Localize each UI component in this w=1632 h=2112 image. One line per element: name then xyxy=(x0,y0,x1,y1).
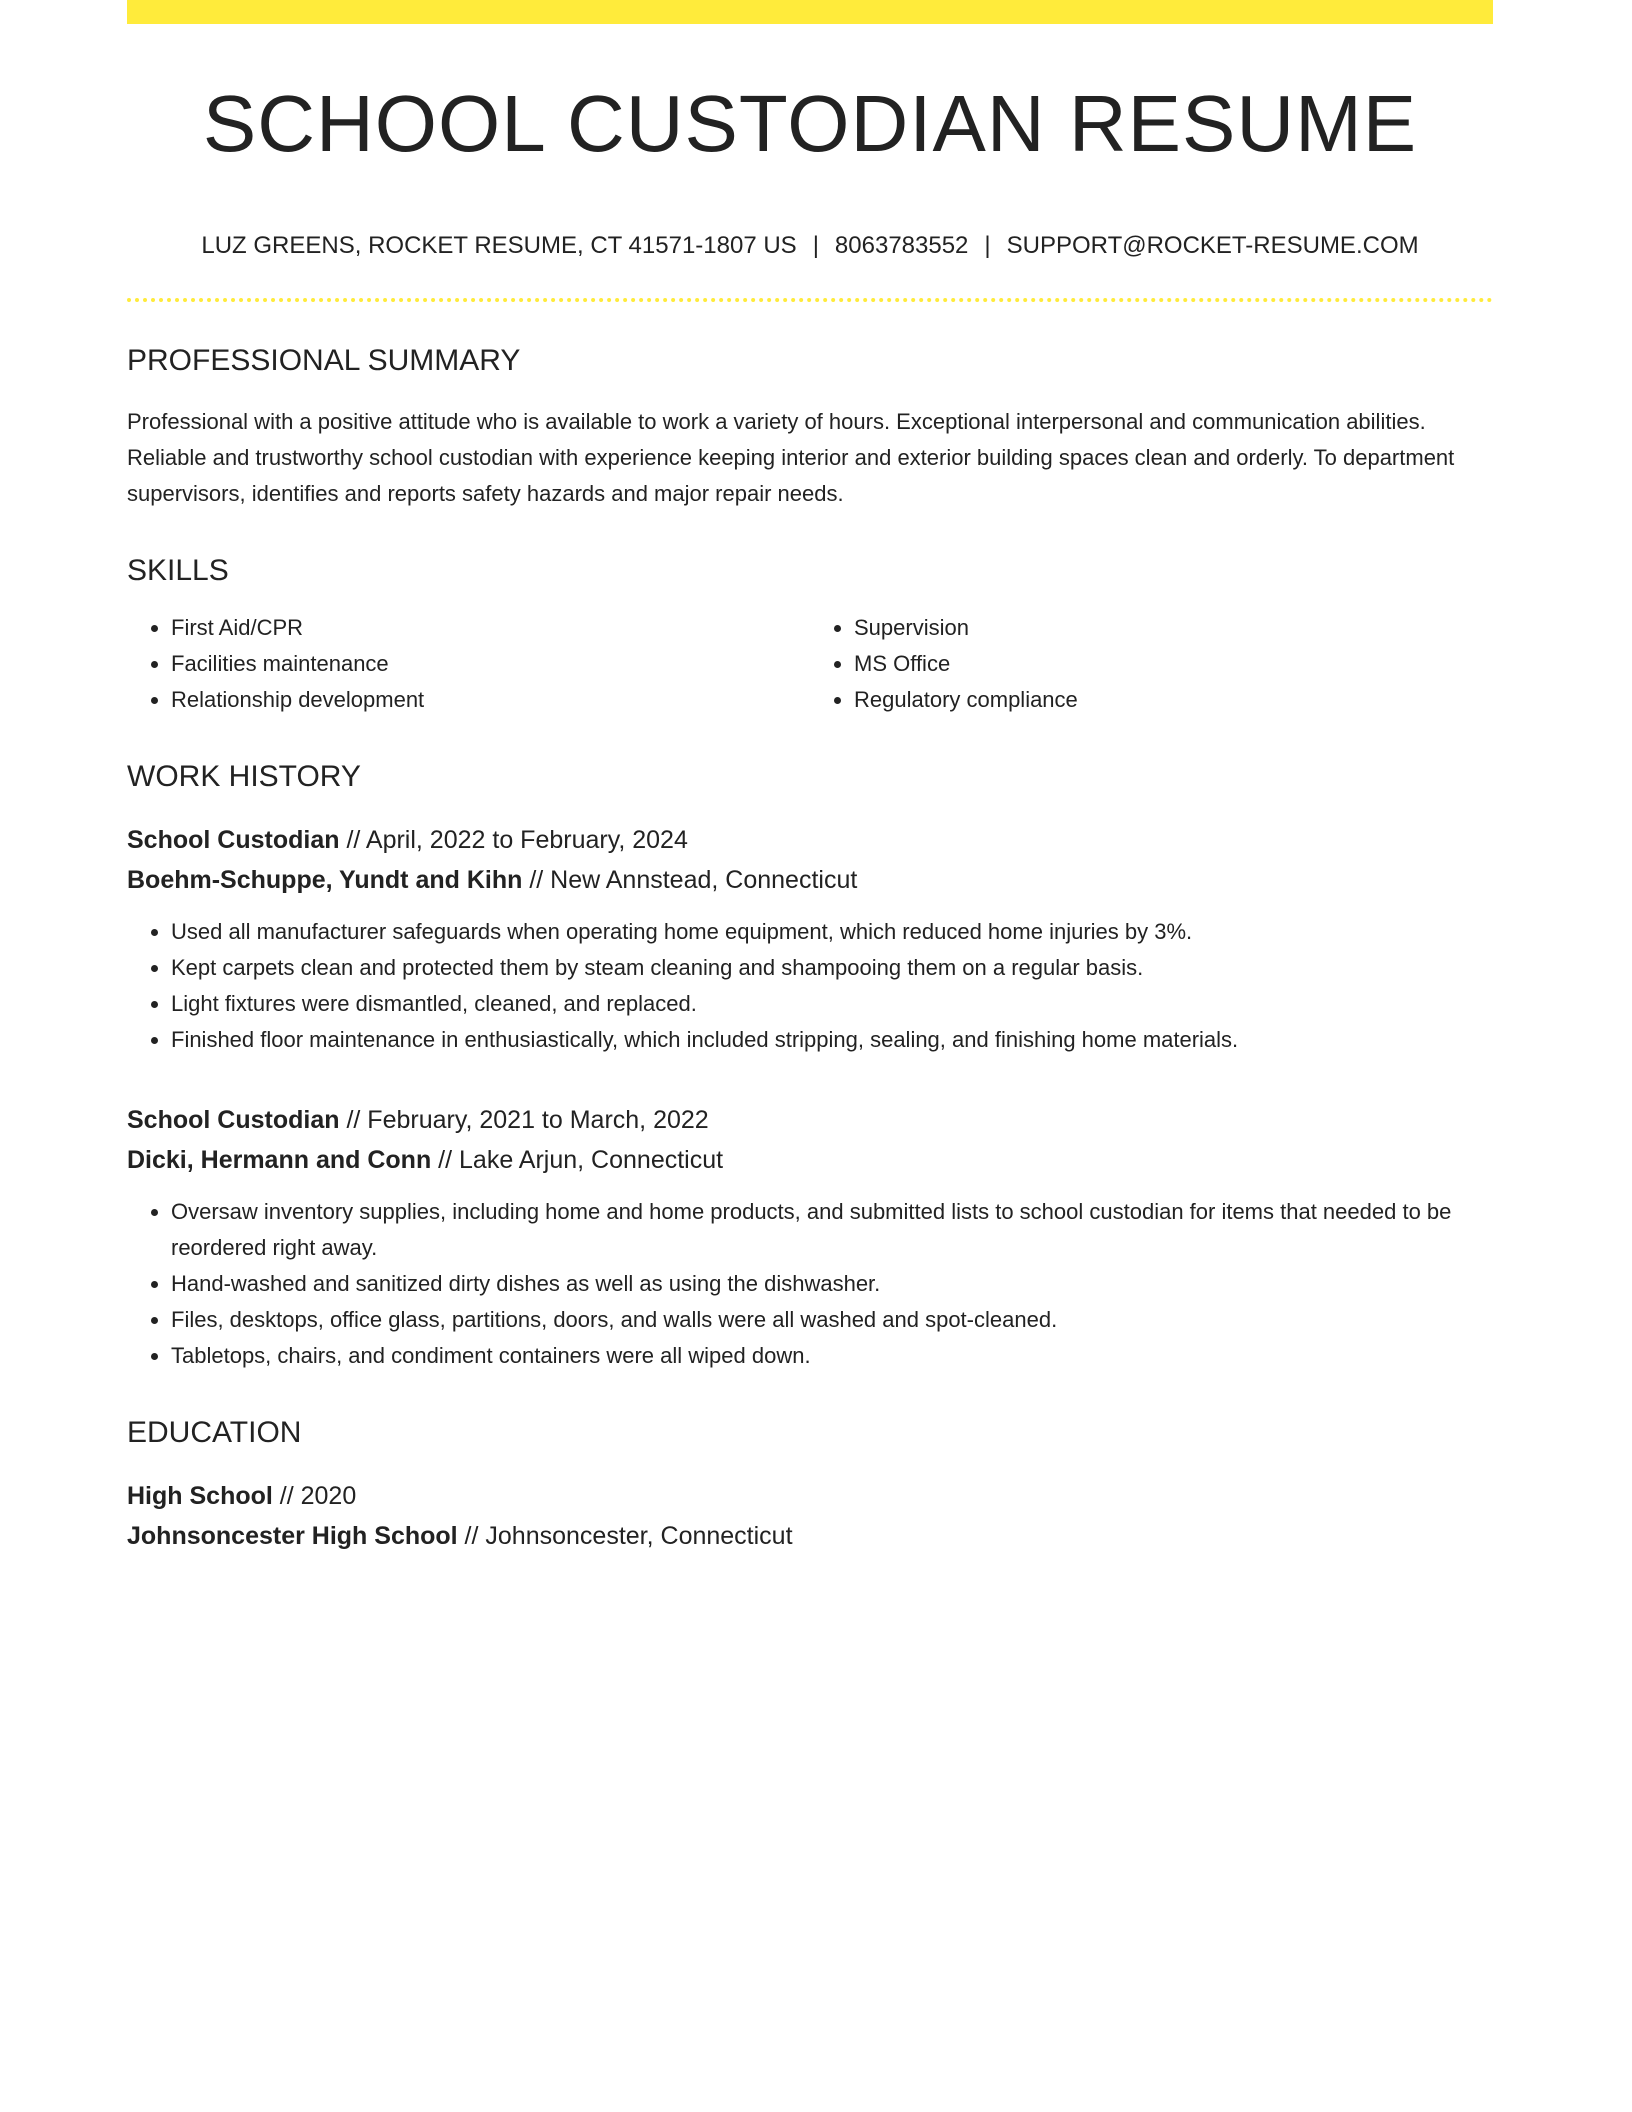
job-bullet: • Hand-washed and sanitized dirty dishes as well as using the dishwasher. xyxy=(171,1266,1493,1302)
job-location: Lake Arjun, Connecticut xyxy=(459,1146,724,1174)
field-separator: // xyxy=(431,1146,460,1174)
education-entry xyxy=(127,1476,1493,1556)
resume-title: SCHOOL CUSTODIAN RESUME xyxy=(202,79,1418,168)
job-location: New Annstead, Connecticut xyxy=(550,866,858,894)
job-title: School Custodian xyxy=(127,1106,340,1134)
job-bullet: • Files, desktops, office glass, partitions, doors, and walls were all washed and spot-cleaned. xyxy=(171,1302,1493,1338)
contact-email: SUPPORT@ROCKET-RESUME.COM xyxy=(1006,232,1419,259)
field-separator: // xyxy=(272,1482,301,1510)
field-separator: // xyxy=(457,1522,486,1550)
job-title-line xyxy=(127,1100,1493,1140)
education-school-line xyxy=(127,1516,1493,1556)
contact-separator: | xyxy=(812,232,819,259)
resume-page xyxy=(127,0,1493,1556)
job-title: School Custodian xyxy=(127,826,340,854)
job-company-line xyxy=(127,860,1493,900)
skill-item: • MS Office xyxy=(854,646,1493,682)
contact-phone: 8063783552 xyxy=(834,232,969,259)
skills-column-left xyxy=(127,610,810,718)
skill-item: • Relationship development xyxy=(171,682,810,718)
skill-item: • Regulatory compliance xyxy=(854,682,1493,718)
job-bullets xyxy=(127,1194,1493,1374)
skills-heading: SKILLS xyxy=(127,554,229,587)
job-title-line xyxy=(127,820,1493,860)
summary-text: Professional with a positive attitude who is available to work a variety of hours. Exceptional interpersonal and communication abilities. Reliable and trustworthy school custodian with experience keeping interior and exterior building spaces clean and orderly. To department supervisors, identifies and reports safety hazards and major repair needs. xyxy=(127,409,1455,506)
education-heading: EDUCATION xyxy=(127,1416,302,1449)
job-bullet: • Light fixtures were dismantled, cleaned, and replaced. xyxy=(171,986,1493,1022)
skill-item: • First Aid/CPR xyxy=(171,610,810,646)
job-bullet: • Kept carpets clean and protected them by steam cleaning and shampooing them on a regular basis. xyxy=(171,950,1493,986)
skill-item: • Supervision xyxy=(854,610,1493,646)
education-location: Johnsoncester, Connecticut xyxy=(485,1522,793,1550)
header-divider xyxy=(127,298,1493,302)
job-entry xyxy=(127,1100,1493,1374)
work-history-heading: WORK HISTORY xyxy=(127,760,361,793)
job-bullet: • Used all manufacturer safeguards when operating home equipment, which reduced home injuries by 3%. xyxy=(171,914,1493,950)
education-school: Johnsoncester High School xyxy=(127,1522,458,1550)
summary-heading: PROFESSIONAL SUMMARY xyxy=(127,344,521,377)
field-separator: // xyxy=(339,1106,368,1134)
skill-item: • Facilities maintenance xyxy=(171,646,810,682)
contact-line xyxy=(127,234,1493,258)
contact-separator: | xyxy=(984,232,991,259)
job-entry xyxy=(127,820,1493,1058)
field-separator: // xyxy=(339,826,366,854)
top-accent-bar xyxy=(127,0,1493,24)
job-bullet: • Oversaw inventory supplies, including home and home products, and submitted lists to school custodian for items that needed to be reordered right away. xyxy=(171,1194,1493,1266)
education-degree: High School xyxy=(127,1482,273,1510)
job-bullet: • Tabletops, chairs, and condiment containers were all wiped down. xyxy=(171,1338,1493,1374)
job-bullet: • Finished floor maintenance in enthusiastically, which included stripping, sealing, and finishing home materials. xyxy=(171,1022,1493,1058)
job-company: Dicki, Hermann and Conn xyxy=(127,1146,432,1174)
skills-column-right xyxy=(810,610,1493,718)
job-bullets xyxy=(127,914,1493,1058)
contact-address: LUZ GREENS, ROCKET RESUME, CT 41571-1807 US xyxy=(201,232,797,259)
job-dates: February, 2021 to March, 2022 xyxy=(367,1106,709,1134)
field-separator: // xyxy=(522,866,551,894)
job-dates: April, 2022 to February, 2024 xyxy=(365,826,688,854)
job-company-line xyxy=(127,1140,1493,1180)
skills-list xyxy=(127,610,1493,718)
education-year: 2020 xyxy=(300,1482,357,1510)
job-company: Boehm-Schuppe, Yundt and Kihn xyxy=(127,866,523,894)
education-degree-line xyxy=(127,1476,1493,1516)
